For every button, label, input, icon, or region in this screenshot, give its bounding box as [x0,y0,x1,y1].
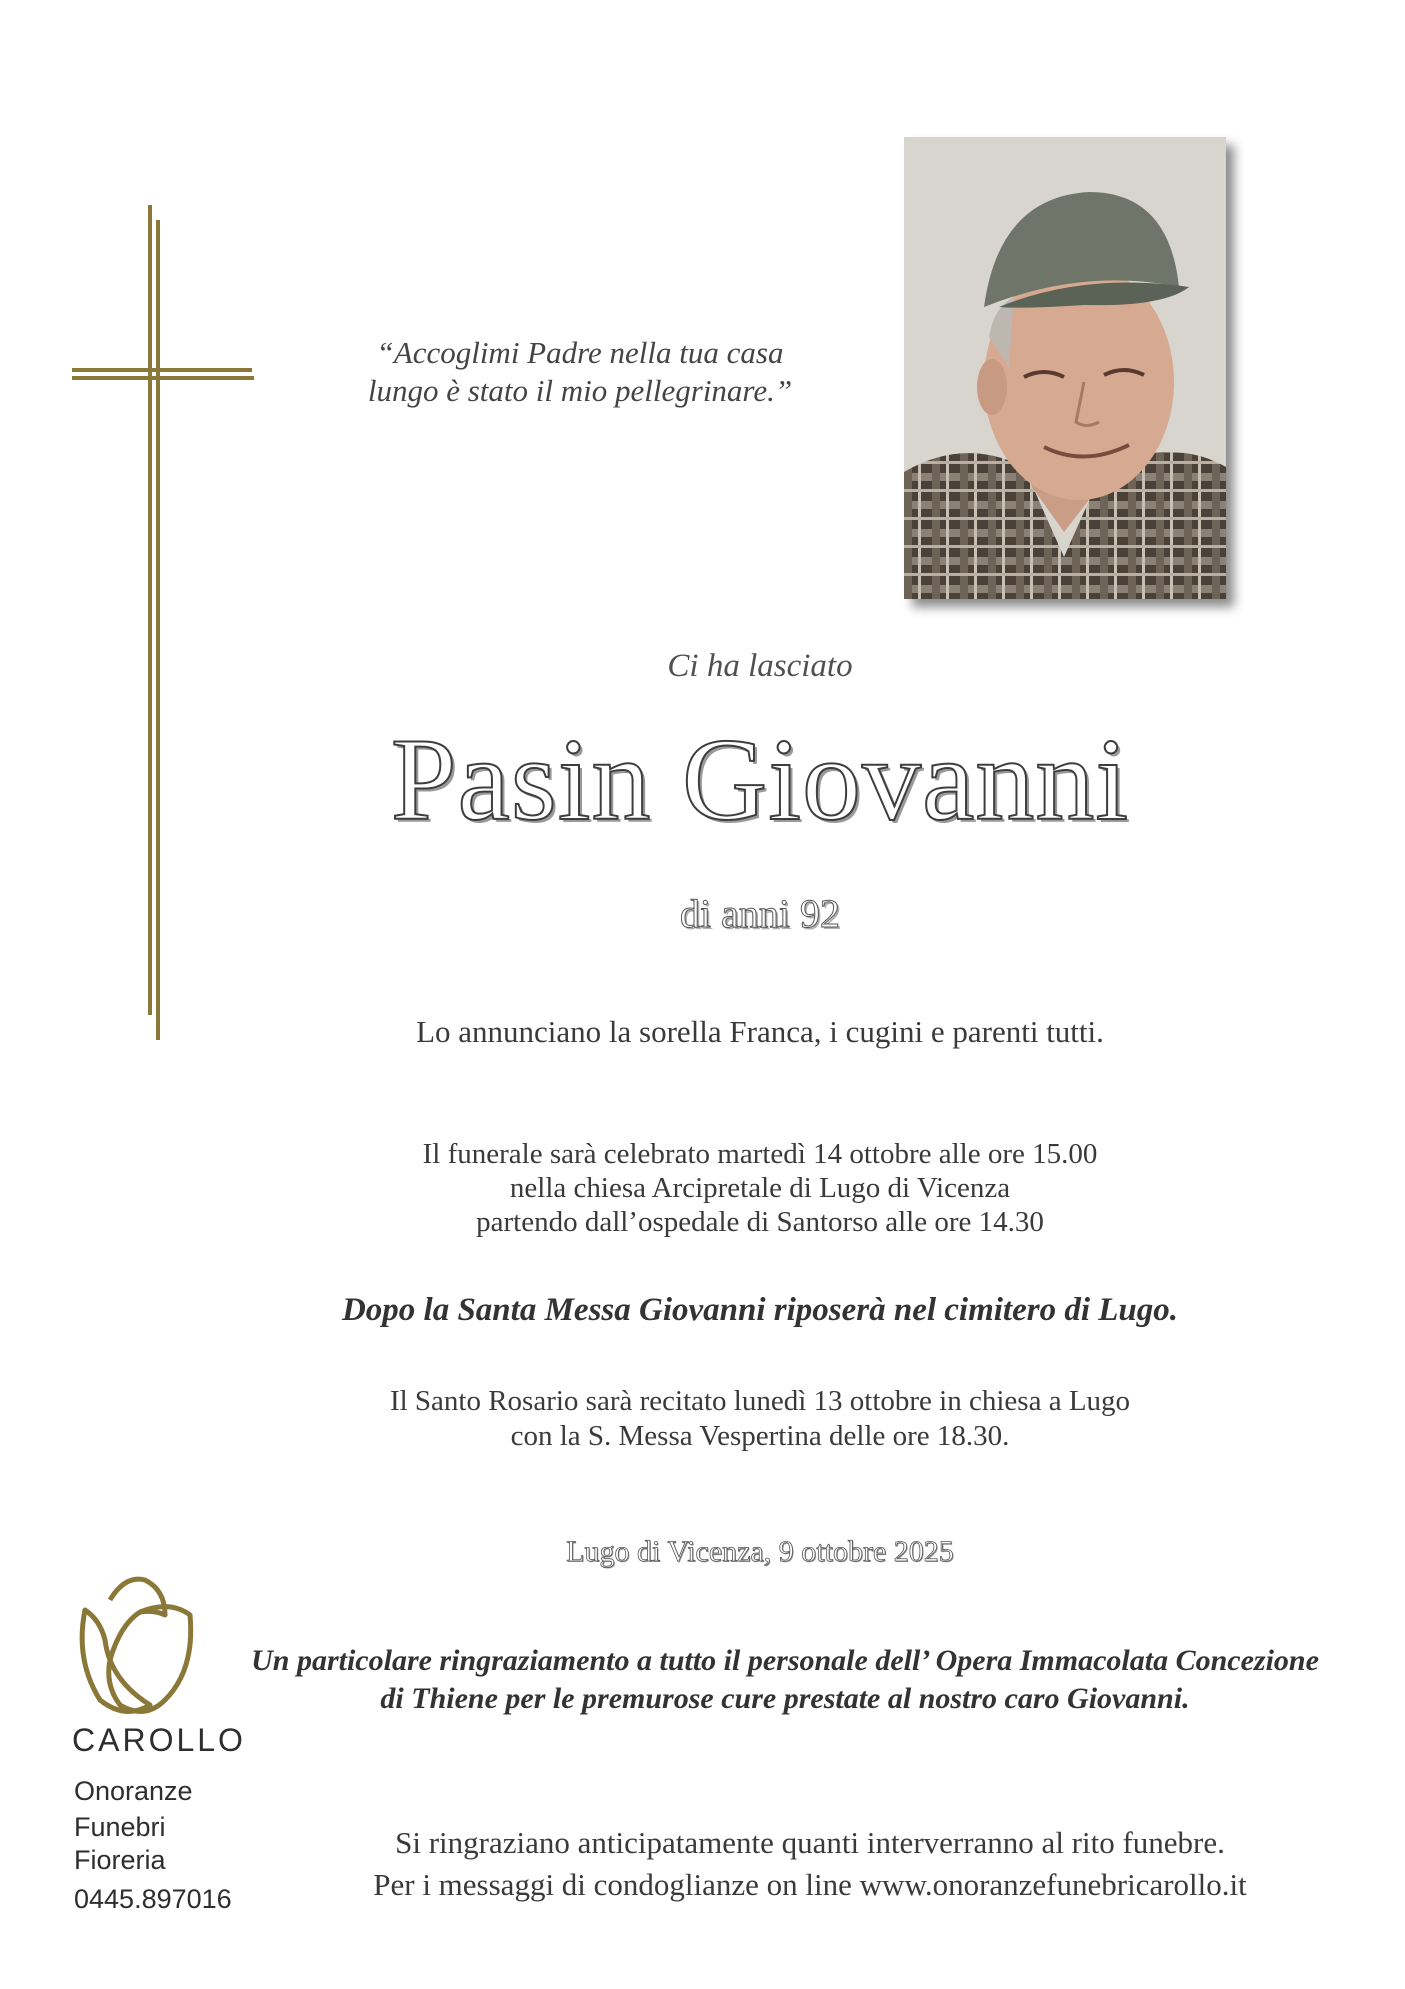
quote-line-1: “Accoglimi Padre nella tua casa [376,335,784,370]
thanks-text [195,1642,1375,1718]
company-brand: CAROLLO [72,1722,246,1758]
announcement-text: Lo annunciano la sorella Franca, i cugini e parenti tutti. [416,1014,1104,1049]
rosary-line-2: con la S. Messa Vespertina delle ore 18.30. [510,1420,1010,1452]
portrait-photo [904,137,1226,599]
carollo-logo [70,1570,250,1725]
rosary-line-1: Il Santo Rosario sarà recitato lunedì 13 ottobre in chiesa a Lugo [389,1385,1131,1417]
place-date: Lugo di Vicenza, 9 ottobre 2025 [566,1535,954,1568]
funeral-details [0,1137,1405,1239]
burial-text: Dopo la Santa Messa Giovanni riposerà nel cimitero di Lugo. [341,1292,1179,1328]
closing-line-2: Per i messaggi di condoglianze on line www.onoranzefunebricarollo.it [373,1867,1247,1902]
funeral-line-3: partendo dall’ospedale di Santorso alle ore 14.30 [476,1206,1044,1238]
company-phone: 0445.897016 [74,1884,232,1914]
epitaph-quote [345,334,815,410]
lotus-icon [70,1570,200,1720]
closing-line-1: Si ringraziano anticipatamente quanti interverranno al rito funebre. [395,1825,1225,1860]
quote-line-2: lungo è stato il mio pellegrinare.” [367,373,793,408]
deceased-name: Pasin Giovanni [390,714,1130,845]
intro-text: Ci ha lasciato [667,648,853,684]
portrait-illustration [904,137,1226,599]
thanks-line-1: Un particolare ringraziamento a tutto il personale dell’ Opera Immacolata Concezione [251,1644,1319,1677]
company-line-2: Funebri [74,1812,166,1842]
company-line-3: Fioreria [74,1845,166,1875]
rosary-details [0,1384,1405,1454]
company-line-1: Onoranze [74,1776,193,1806]
closing-text [220,1822,1400,1906]
deceased-age: di anni 92 [680,891,840,936]
funeral-line-2: nella chiesa Arcipretale di Lugo di Vicenza [509,1172,1011,1204]
funeral-line-1: Il funerale sarà celebrato martedì 14 ottobre alle ore 15.00 [422,1138,1098,1170]
thanks-line-2: di Thiene per le premurose cure prestate al nostro caro Giovanni. [380,1682,1190,1715]
